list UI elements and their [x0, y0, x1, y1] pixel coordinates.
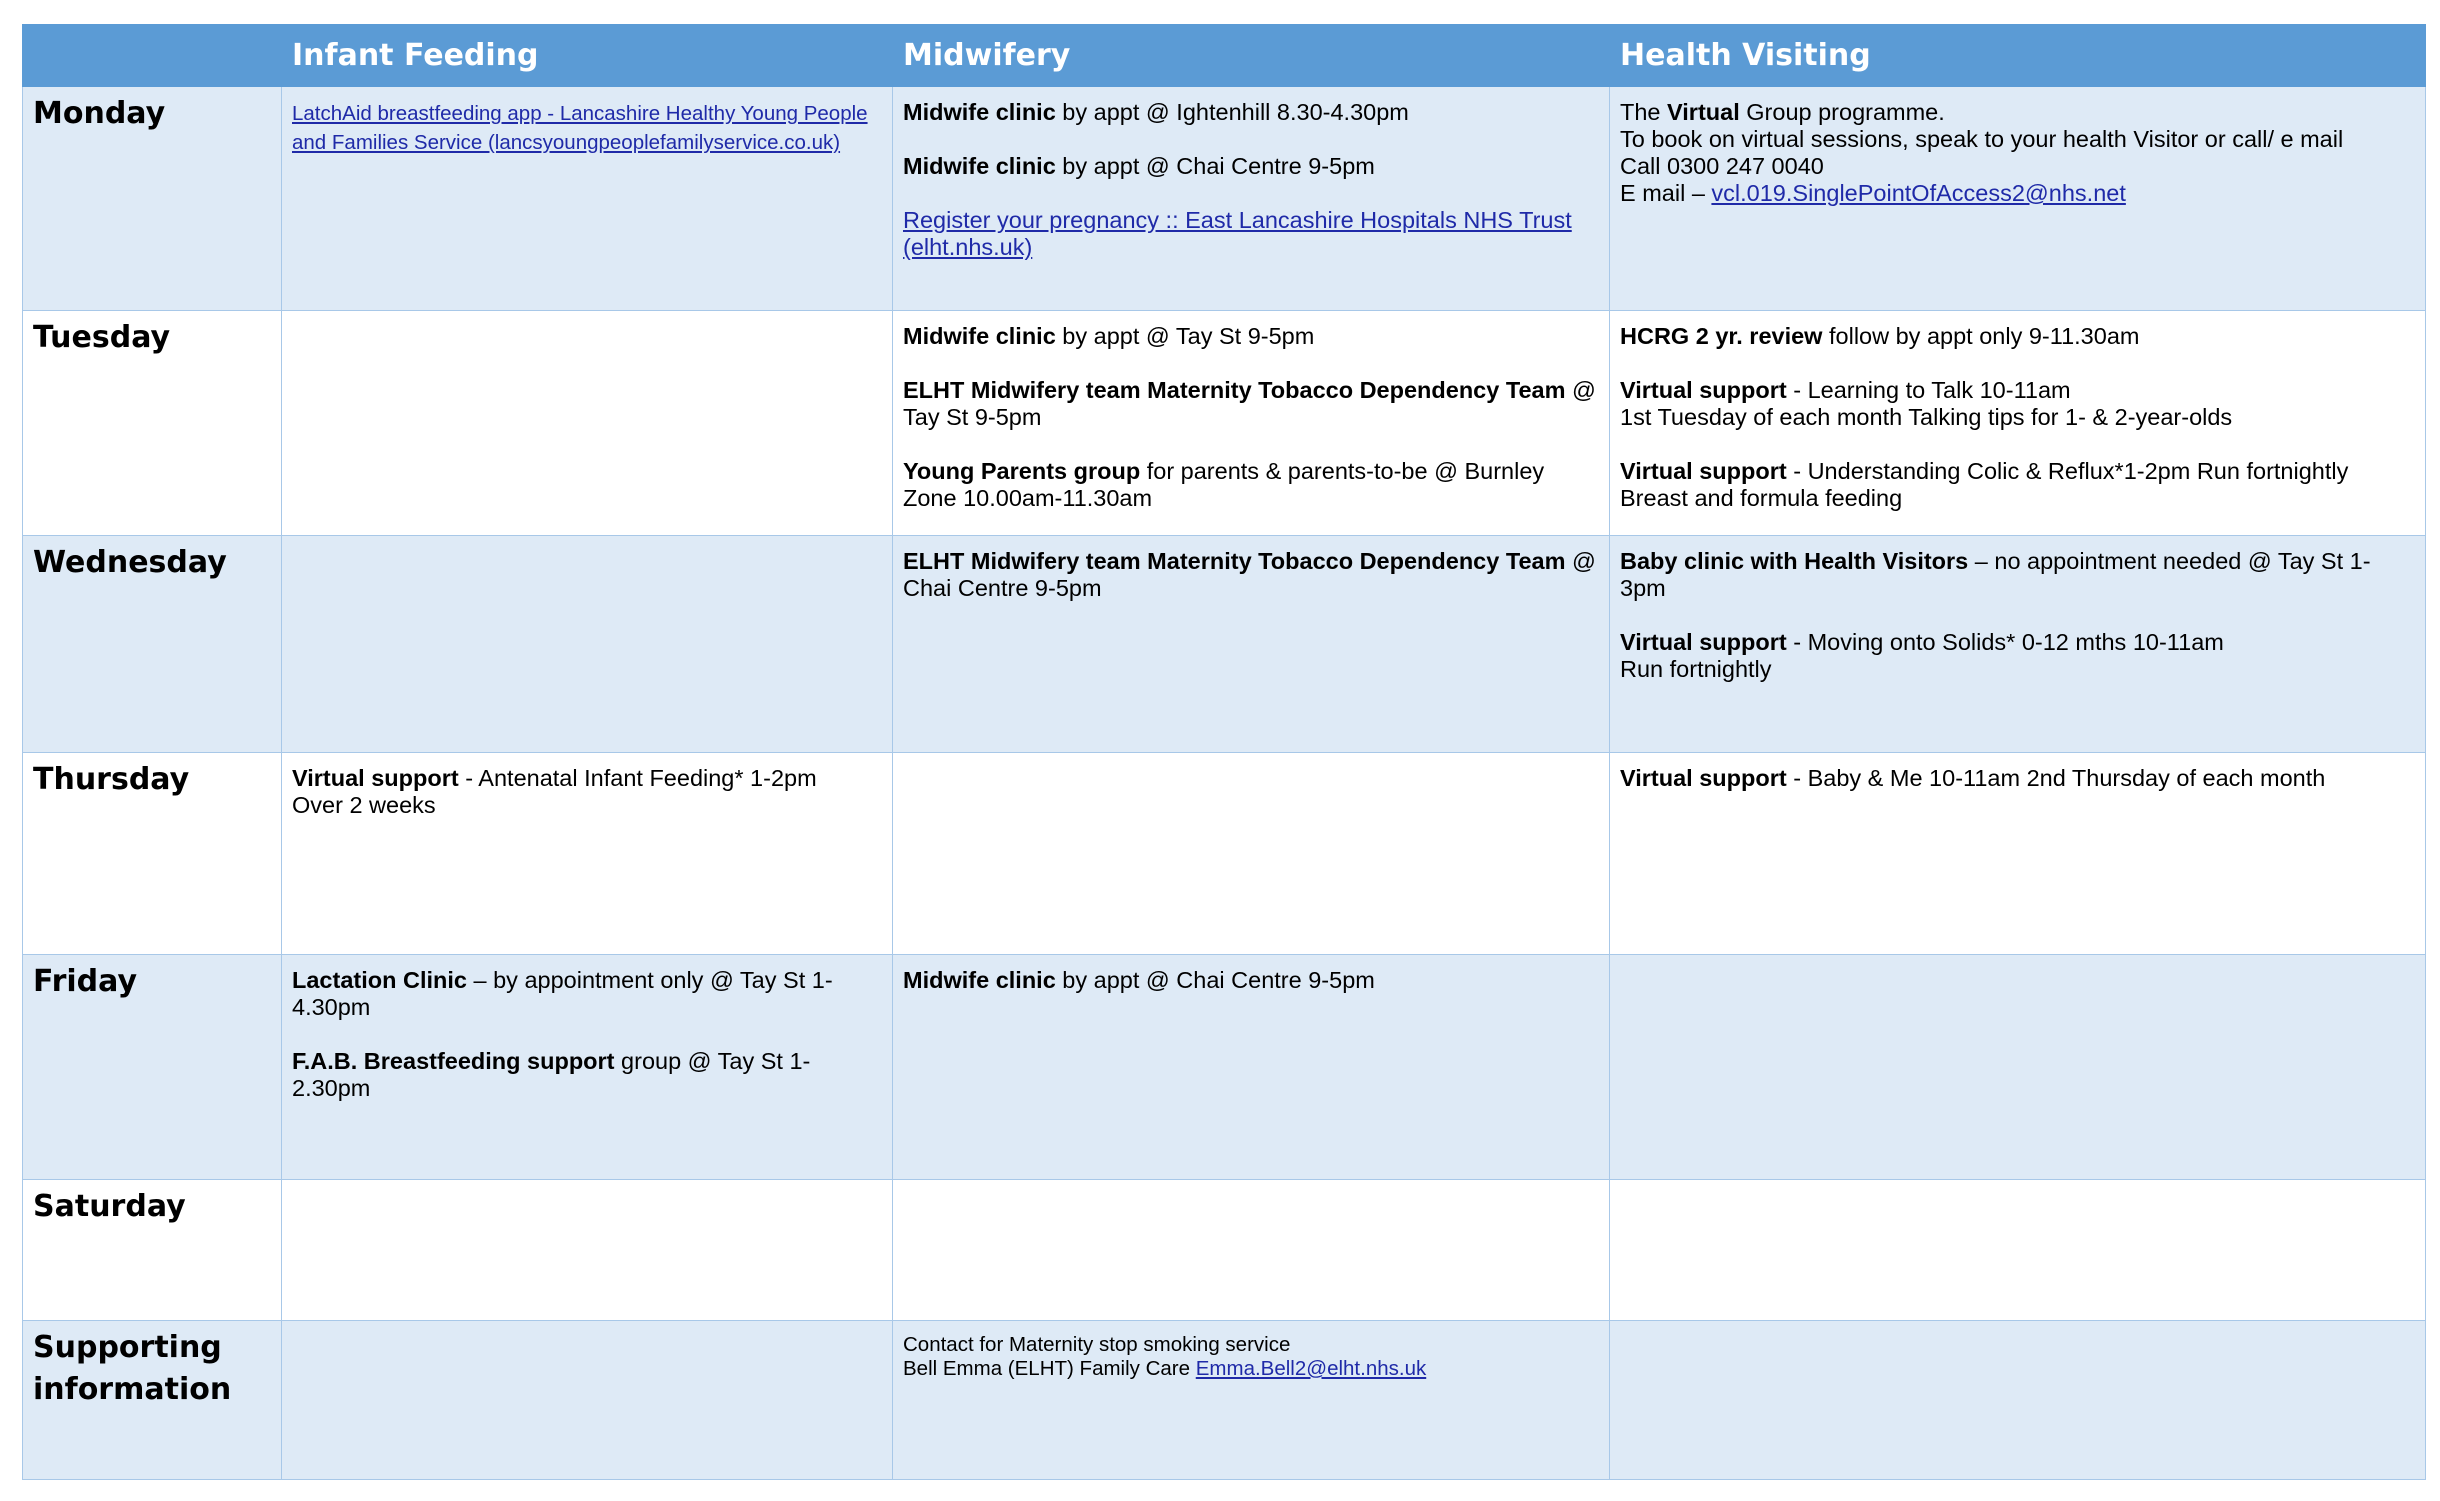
day-label-friday: Friday	[33, 963, 138, 999]
day-cell-friday	[23, 954, 282, 1179]
day-label-supporting: Supporting information	[33, 1329, 232, 1407]
spoa-email-link[interactable]: vcl.019.SinglePointOfAccess2@nhs.net	[1711, 180, 2126, 207]
tuesday-tobacco-team: ELHT Midwifery team Maternity Tobacco Dependency Team @ Tay St 9-5pm	[903, 377, 1596, 431]
friday-infant-feeding-cell	[282, 954, 893, 1179]
row-supporting-information	[23, 1320, 2426, 1479]
monday-midwife-clinic-ightenhill: Midwife clinic by appt @ Ightenhill 8.30-4.30pm	[903, 99, 1409, 126]
monday-midwifery-cell	[893, 87, 1610, 311]
friday-lactation-clinic: Lactation Clinic – by appointment only @ Tay St 1-4.30pm	[292, 966, 833, 1020]
day-cell-supporting	[23, 1320, 282, 1479]
day-cell-wednesday	[23, 536, 282, 753]
header-row	[23, 25, 2426, 87]
stop-smoking-contact-name: Bell Emma (ELHT) Family Care Emma.Bell2@elht.nhs.uk	[903, 1356, 1427, 1380]
stop-smoking-contact-text: Contact for Maternity stop smoking service	[903, 1332, 1291, 1356]
header-corner	[23, 25, 282, 87]
thursday-health-visiting-cell	[1610, 753, 2426, 954]
monday-midwife-clinic-chai: Midwife clinic by appt @ Chai Centre 9-5pm	[903, 153, 1375, 180]
virtual-programme-text: The Virtual Group programme.	[1620, 99, 1945, 126]
row-monday	[23, 87, 2426, 311]
supporting-midwifery-cell	[893, 1320, 1610, 1479]
friday-midwifery-cell	[893, 954, 1610, 1179]
tuesday-young-parents-group: Young Parents group for parents & parents-to-be @ Burnley Zone 10.00am-11.30am	[903, 458, 1545, 512]
wednesday-moving-onto-solids: Virtual support - Moving onto Solids* 0-12 mths 10-11am	[1620, 629, 2224, 656]
day-cell-monday	[23, 87, 282, 311]
row-tuesday	[23, 311, 2426, 536]
day-cell-tuesday	[23, 311, 282, 536]
tuesday-infant-feeding-cell	[282, 311, 893, 536]
thursday-baby-and-me: Virtual support - Baby & Me 10-11am 2nd Thursday of each month	[1620, 765, 2326, 792]
thursday-midwifery-cell	[893, 753, 1610, 954]
saturday-midwifery-cell	[893, 1179, 1610, 1320]
thursday-antenatal-feeding: Virtual support - Antenatal Infant Feeding* 1-2pm	[292, 765, 817, 792]
header-midwifery: Midwifery	[893, 25, 1610, 87]
friday-midwife-clinic: Midwife clinic by appt @ Chai Centre 9-5pm	[903, 966, 1375, 993]
row-thursday	[23, 753, 2426, 954]
emma-bell-email-link[interactable]: Emma.Bell2@elht.nhs.uk	[1195, 1356, 1427, 1380]
friday-health-visiting-cell	[1610, 954, 2426, 1179]
email-line: E mail – vcl.019.SinglePointOfAccess2@nhs.net	[1620, 180, 2126, 207]
day-label-thursday: Thursday	[33, 762, 190, 798]
register-pregnancy-link[interactable]: Register your pregnancy :: East Lancashire Hospitals NHS Trust (elht.nhs.uk)	[903, 207, 1572, 261]
phone-number-text: Call 0300 247 0040	[1620, 153, 1824, 180]
day-label-monday: Monday	[33, 96, 166, 132]
latchaid-app-link[interactable]: LatchAid breastfeeding app - Lancashire Healthy Young People and Families Service (lancsyoungpeoplefamilyservice.co.uk)	[292, 102, 868, 155]
wednesday-run-fortnightly: Run fortnightly	[1620, 656, 1772, 683]
wednesday-midwifery-cell	[893, 536, 1610, 753]
day-label-tuesday: Tuesday	[33, 320, 171, 356]
header-infant-feeding: Infant Feeding	[282, 25, 893, 87]
wednesday-baby-clinic: Baby clinic with Health Visitors – no appointment needed @ Tay St 1-3pm	[1620, 548, 2371, 602]
wednesday-health-visiting-cell	[1610, 536, 2426, 753]
supporting-health-visiting-cell	[1610, 1320, 2426, 1479]
friday-fab-breastfeeding: F.A.B. Breastfeeding support group @ Tay St 1-2.30pm	[292, 1047, 811, 1101]
day-label-saturday: Saturday	[33, 1188, 186, 1224]
virtual-booking-text: To book on virtual sessions, speak to your health Visitor or call/ e mail	[1620, 126, 2344, 153]
tuesday-hcrg-review: HCRG 2 yr. review follow by appt only 9-11.30am	[1620, 323, 2140, 350]
tuesday-health-visiting-cell	[1610, 311, 2426, 536]
monday-health-visiting-cell	[1610, 87, 2426, 311]
row-wednesday	[23, 536, 2426, 753]
thursday-infant-feeding-cell	[282, 753, 893, 954]
supporting-infant-feeding-cell	[282, 1320, 893, 1479]
row-friday	[23, 954, 2426, 1179]
tuesday-colic-reflux: Virtual support - Understanding Colic & Reflux*1-2pm Run fortnightly Breast and formula feeding	[1620, 458, 2349, 512]
tuesday-talking-tips: 1st Tuesday of each month Talking tips for 1- & 2-year-olds	[1620, 404, 2233, 431]
saturday-infant-feeding-cell	[282, 1179, 893, 1320]
weekly-services-table	[22, 24, 2426, 1480]
day-cell-thursday	[23, 753, 282, 954]
tuesday-midwife-clinic: Midwife clinic by appt @ Tay St 9-5pm	[903, 323, 1315, 350]
header-health-visiting: Health Visiting	[1610, 25, 2426, 87]
thursday-over-2-weeks: Over 2 weeks	[292, 792, 436, 819]
monday-infant-feeding-cell	[282, 87, 893, 311]
row-saturday	[23, 1179, 2426, 1320]
day-label-wednesday: Wednesday	[33, 545, 227, 581]
tuesday-midwifery-cell	[893, 311, 1610, 536]
tuesday-learning-to-talk: Virtual support - Learning to Talk 10-11am	[1620, 377, 2071, 404]
wednesday-tobacco-team: ELHT Midwifery team Maternity Tobacco Dependency Team @ Chai Centre 9-5pm	[903, 548, 1596, 602]
wednesday-infant-feeding-cell	[282, 536, 893, 753]
day-cell-saturday	[23, 1179, 282, 1320]
saturday-health-visiting-cell	[1610, 1179, 2426, 1320]
